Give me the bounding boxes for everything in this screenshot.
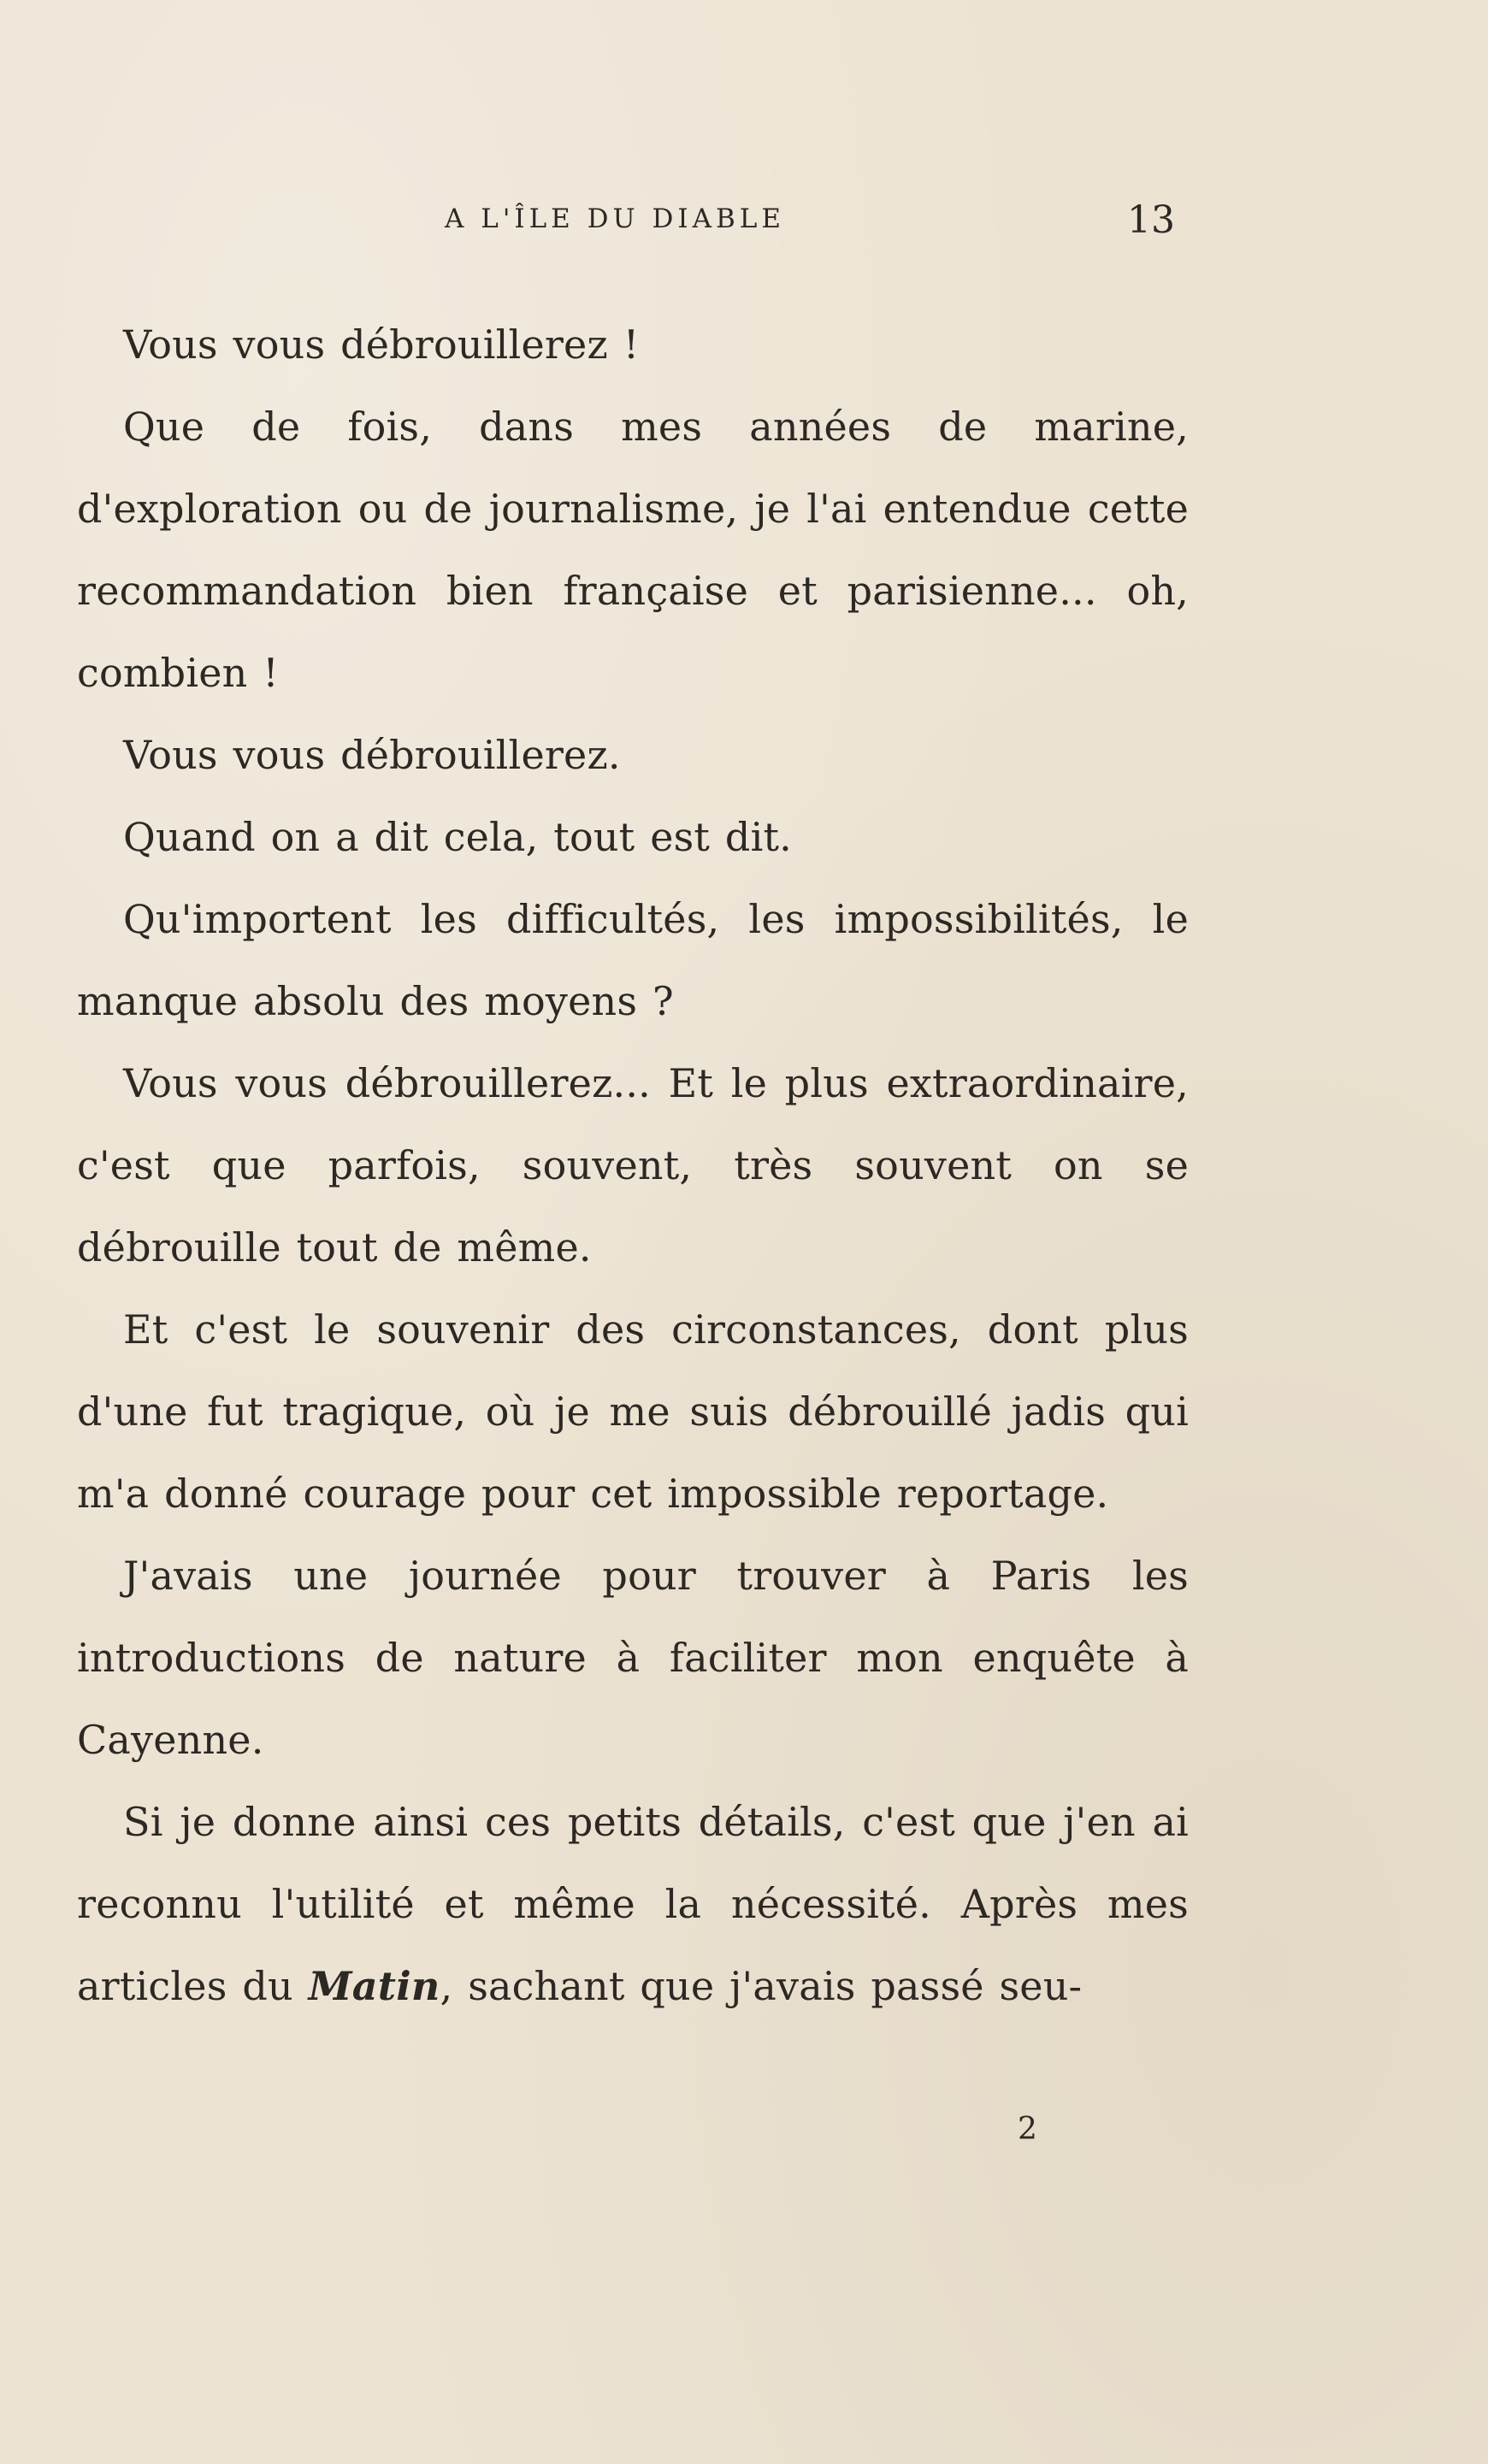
signature-mark: 2: [1018, 2112, 1037, 2147]
newspaper-title: Matin: [308, 1963, 440, 2009]
paragraph: Vous vous débrouillerez.: [123, 732, 621, 778]
body-text: [77, 304, 1189, 2027]
paragraph: Et c'est le souvenir des circonstances, dont plus d'une fut tragique, où je me suis débrouillé jadis qui m'a donné courage pour cet impossible reportage.: [77, 1306, 1189, 1517]
paragraph-text: , sachant que j'avais passé seu-: [440, 1963, 1083, 2009]
running-title: A L'ÎLE DU DIABLE: [445, 203, 785, 234]
paragraph: Vous vous débrouillerez... Et le plus extraordinaire, c'est que parfois, souvent, très souvent on se débrouille tout de même.: [77, 1060, 1189, 1270]
paragraph: Quand on a dit cela, tout est dit.: [123, 814, 792, 860]
paragraph: Qu'importent les difficultés, les impossibilités, le manque absolu des moyens ?: [77, 896, 1189, 1024]
page-header: [77, 198, 1189, 255]
paragraph-last: [77, 1781, 1189, 2027]
page-number: 13: [1127, 198, 1175, 242]
paragraph: Vous vous débrouillerez !: [123, 321, 640, 368]
paragraph-text: Si je donne ainsi ces petits détails, c'est que j'en ai reconnu l'utilité et même la nécessité. Après mes articles du: [77, 1799, 1189, 2009]
paragraph: Que de fois, dans mes années de marine, d'exploration ou de journalisme, je l'ai entendue cette recommandation bien française et parisienne... oh, combien !: [77, 404, 1189, 696]
paragraph: J'avais une journée pour trouver à Paris les introductions de nature à faciliter mon enquête à Cayenne.: [77, 1553, 1189, 1763]
